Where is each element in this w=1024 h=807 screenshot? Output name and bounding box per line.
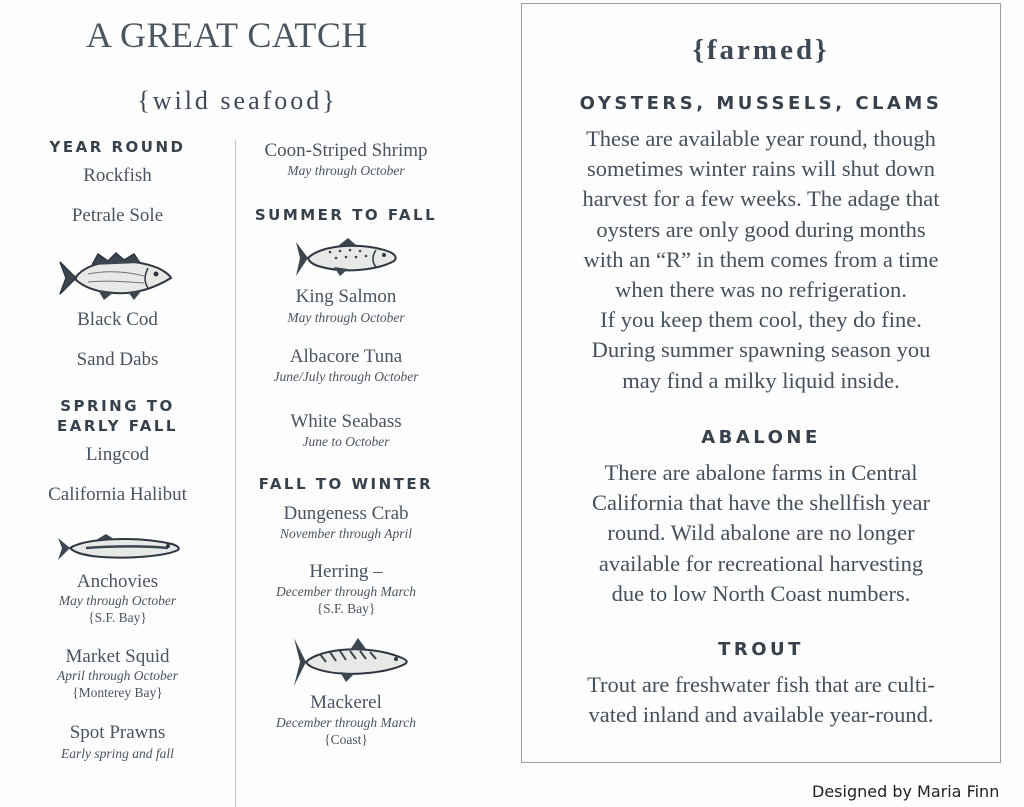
oysters-line: During summer spawning season you — [591, 337, 931, 363]
abalone-line: round. Wild abalone are no longer — [607, 520, 915, 546]
note-market-squid-location: {Monterey Bay} — [72, 685, 163, 700]
season-summer-to-fall: SUMMER TO FALL — [254, 206, 438, 224]
note-albacore-tuna: June/July through October — [273, 369, 419, 384]
trout-line: Trout are freshwater fish that are culti- — [587, 672, 935, 697]
anchovy-icon — [56, 530, 182, 566]
season-spring-line1: SPRING TO — [60, 397, 175, 415]
note-white-seabass: June to October — [302, 434, 390, 449]
note-dungeness-crab: November through April — [280, 526, 412, 541]
designer-credit: Designed by Maria Finn — [812, 782, 1000, 801]
section-title-abalone: ABALONE — [701, 427, 821, 448]
mackerel-icon — [290, 634, 410, 690]
fish-king-salmon: King Salmon — [295, 286, 397, 307]
oysters-line: If you keep them cool, they do fine. — [600, 307, 922, 333]
section-body-trout — [545, 670, 977, 730]
fish-rockfish: Rockfish — [83, 165, 152, 186]
section-title-oysters: OYSTERS, MUSSELS, CLAMS — [579, 93, 943, 114]
note-coon-striped-shrimp: May through October — [287, 163, 405, 178]
note-spot-prawns: Early spring and fall — [61, 746, 174, 761]
oysters-line: oysters are only good during months — [596, 216, 926, 242]
section-body-oysters — [545, 124, 977, 396]
note-herring-location: {S.F. Bay} — [316, 601, 376, 616]
abalone-line: California that have the shellfish year — [591, 490, 930, 516]
note-mackerel: December through March — [276, 715, 416, 730]
fish-coon-striped-shrimp: Coon-Striped Shrimp — [264, 140, 428, 161]
season-fall-to-winter: FALL TO WINTER — [258, 475, 434, 493]
note-anchovies: May through October — [58, 593, 177, 608]
note-anchovies-location: {S.F. Bay} — [88, 610, 147, 625]
fish-spot-prawns: Spot Prawns — [69, 722, 166, 743]
fish-anchovies: Anchovies — [76, 571, 159, 592]
wild-seafood-heading: {wild seafood} — [137, 86, 338, 115]
fish-petrale-sole: Petrale Sole — [71, 205, 164, 226]
fish-herring: Herring – — [309, 561, 383, 582]
note-king-salmon: May through October — [287, 310, 405, 325]
fish-mackerel: Mackerel — [310, 692, 382, 713]
farmed-heading: {farmed} — [692, 34, 830, 66]
abalone-line: due to low North Coast numbers. — [611, 580, 911, 606]
note-herring: December through March — [276, 584, 416, 599]
abalone-line: available for recreational harvesting — [598, 550, 924, 576]
fish-white-seabass: White Seabass — [290, 411, 402, 432]
oysters-line: with an “R” in them comes from a time — [583, 246, 939, 272]
salmon-icon — [294, 236, 398, 280]
season-spring-early-fall — [20, 396, 215, 436]
fish-lingcod: Lingcod — [85, 444, 150, 465]
note-mackerel-location: {Coast} — [324, 732, 368, 747]
section-title-trout: TROUT — [718, 639, 804, 660]
note-market-squid: April through October — [57, 668, 178, 683]
page-title: A GREAT CATCH — [86, 15, 368, 55]
section-body-abalone — [545, 458, 977, 609]
fish-dungeness-crab: Dungeness Crab — [283, 503, 409, 524]
abalone-line: There are abalone farms in Central — [604, 460, 918, 485]
oysters-line: when there was no refrigeration. — [615, 277, 907, 303]
oysters-line: These are available year round, though — [586, 126, 936, 151]
column-divider — [235, 140, 236, 807]
trout-line: vated inland and available year-round. — [588, 702, 934, 728]
season-spring-line2: EARLY FALL — [57, 417, 178, 435]
season-year-round: YEAR ROUND — [49, 138, 186, 156]
fish-california-halibut: California Halibut — [48, 484, 187, 505]
rockfish-icon — [58, 250, 176, 302]
fish-albacore-tuna: Albacore Tuna — [289, 346, 403, 367]
oysters-line: sometimes winter rains will shut down — [586, 156, 936, 182]
fish-sand-dabs: Sand Dabs — [76, 349, 159, 370]
oysters-line: harvest for a few weeks. The adage that — [582, 186, 940, 212]
fish-market-squid: Market Squid — [65, 646, 170, 667]
fish-black-cod: Black Cod — [77, 309, 158, 330]
oysters-line: may find a milky liquid inside. — [622, 367, 900, 393]
